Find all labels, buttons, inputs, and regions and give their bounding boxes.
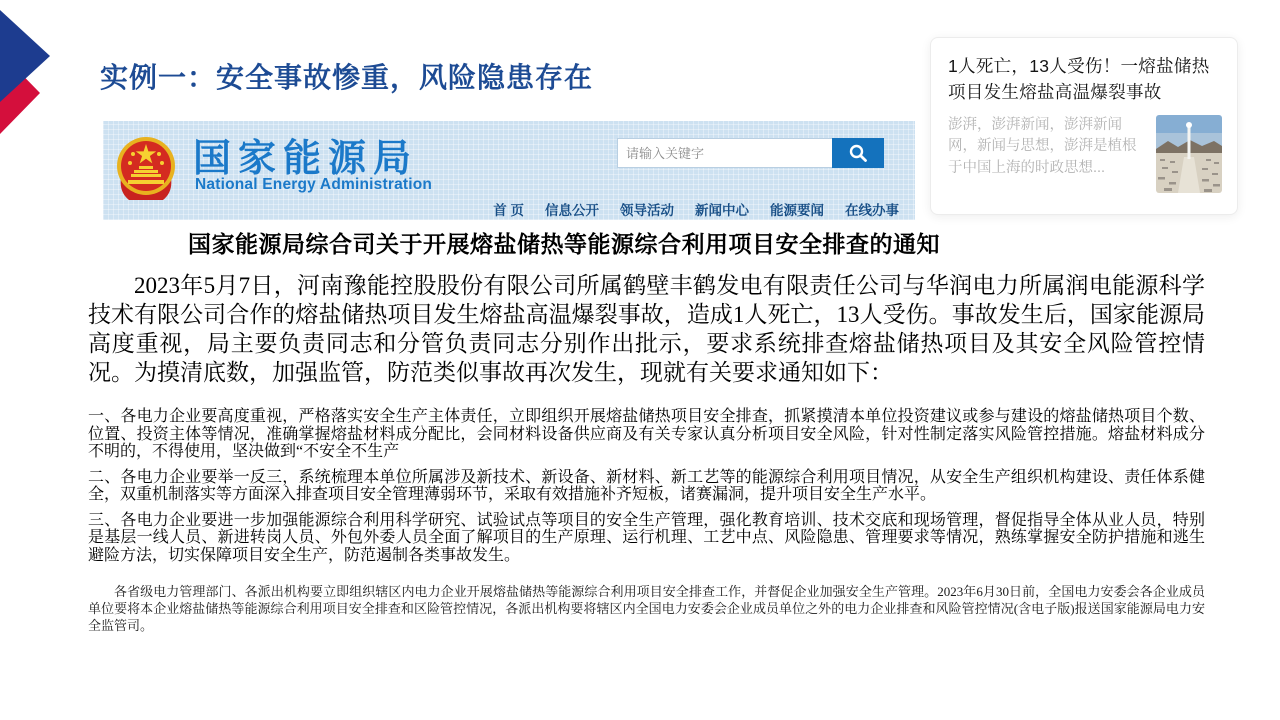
nav-item-energy-news[interactable]: 能源要闻 xyxy=(770,203,824,218)
nea-website-header xyxy=(103,121,915,220)
slide-title: 实例一：安全事故惨重，风险隐患存在 xyxy=(100,62,594,93)
nea-org-name-cn: 国家能源局 xyxy=(193,138,419,180)
notice-item-1: 一、各电力企业要高度重视，严格落实安全生产主体责任，立即组织开展熔盐储热项目安全排查，抓紧摸清本单位投资建议或参与建设的熔盐储热项目个数、位置、投资主体等情况，准确掌握熔盐材料成分配比，会同材料设备供应商及有关专家认真分析项目安全风险，针对性制定落实风险管控措施。熔盐材料成分不明的，不得使用，坚决做到“不安全不生产 xyxy=(88,408,1205,460)
nea-nav-menu xyxy=(493,199,899,219)
nav-item-info-disclosure[interactable]: 信息公开 xyxy=(545,203,599,218)
search-input[interactable] xyxy=(617,138,832,168)
national-emblem-icon xyxy=(115,134,177,204)
nav-item-leader-activities[interactable]: 领导活动 xyxy=(620,203,674,218)
search-icon xyxy=(848,143,868,163)
notice-title: 国家能源局综合司关于开展熔盐储热等能源综合利用项目安全排查的通知 xyxy=(188,232,940,257)
news-card[interactable] xyxy=(930,37,1238,215)
notice-items xyxy=(88,408,1205,564)
search-button[interactable] xyxy=(832,138,884,168)
notice-intro-paragraph: 2023年5月7日，河南豫能控股股份有限公司所属鹤壁丰鹤发电有限责任公司与华润电力所属润电能源科学技术有限公司合作的熔盐储热项目发生熔盐高温爆裂事故，造成1人死亡，13人受伤。事故发生后，国家能源局高度重视，局主要负责同志和分管负责同志分别作出批示，要求系统排查熔盐储热项目及其安全风险管控情况。为摸清底数，加强监管，防范类似事故再次发生，现就有关要求通知如下： xyxy=(88,273,1205,385)
notice-footer-paragraph: 各省级电力管理部门、各派出机构要立即组织辖区内电力企业开展熔盐储热等能源综合利用项目安全排查工作，并督促企业加强安全生产管理。2023年6月30日前，全国电力安委会各企业成员单位要将本企业熔盐储热等能源综合利用项目安全排查和区险管控情况，各派出机构要将辖区内全国电力安委会企业成员单位之外的电力企业排查和风险管控情况(含电子版)报送国家能源局电力安全监管司。 xyxy=(88,584,1205,633)
notice-document xyxy=(88,226,1205,634)
solar-tower-thumbnail-image xyxy=(1156,115,1222,193)
news-card-source: 澎湃，澎湃新闻，澎湃新闻网，新闻与思想，澎湃是植根于中国上海的时政思想... xyxy=(948,116,1137,176)
notice-item-3: 三、各电力企业要进一步加强能源综合利用科学研究、试验试点等项目的安全生产管理，强化教育培训、技术交底和现场管理，督促指导全体从业人员，特别是基层一线人员、新进转岗人员、外包外委人员全面了解项目的生产原理、运行机理、工艺中点、风险隐患、管理要求等情况，熟练掌握安全防护措施和逃生避险方法，切实保障项目安全生产，防范遏制各类事故发生。 xyxy=(88,511,1205,564)
news-card-title: 1人死亡，13人受伤！一熔盐储热项目发生熔盐高温爆裂事故 xyxy=(948,56,1210,103)
nav-item-news-center[interactable]: 新闻中心 xyxy=(695,203,749,218)
nav-item-home[interactable]: 首 页 xyxy=(493,203,524,218)
nav-item-online-services[interactable]: 在线办事 xyxy=(845,203,899,218)
nea-org-name-en: National Energy Administration xyxy=(195,176,433,193)
notice-item-2: 二、各电力企业要举一反三，系统梳理本单位所属涉及新技术、新设备、新材料、新工艺等的能源综合利用项目情况，从安全生产组织机构建设、责任体系健全，双重机制落实等方面深入排查项目安全管理薄弱环节，采取有效措施补齐短板，诸赛漏洞，提升项目安全生产水平。 xyxy=(88,468,1205,503)
